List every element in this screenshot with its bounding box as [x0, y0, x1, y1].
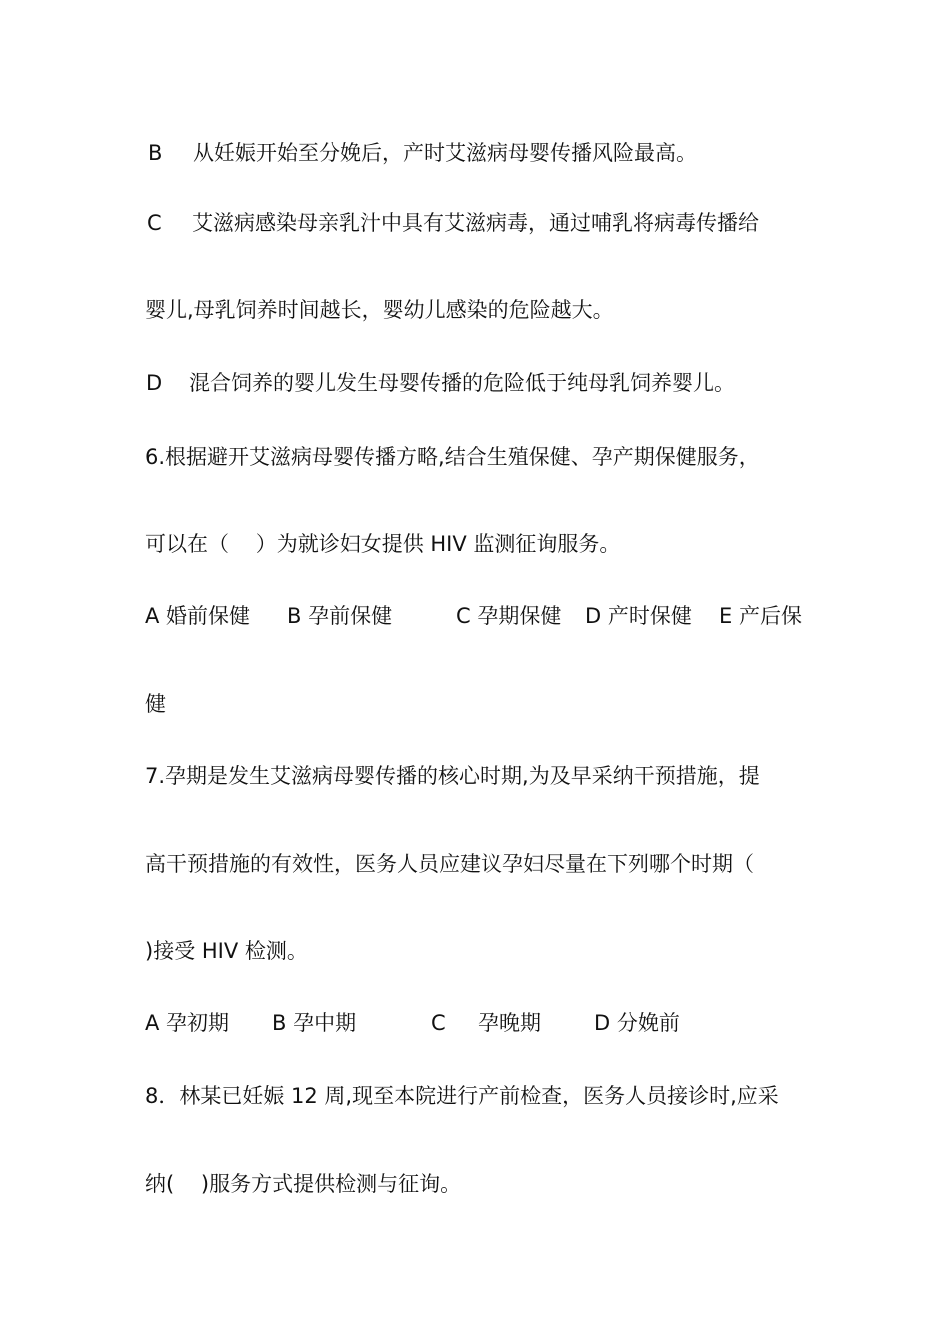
question-7-line-2: 高干预措施的有效性，医务人员应建议孕妇尽量在下列哪个时期（ — [145, 852, 754, 876]
question-8-line-2: 纳( )服务方式提供检测与征询。 — [145, 1172, 462, 1196]
option-text: 混合饲养的婴儿发生母婴传播的危险低于纯母乳饲养婴儿。 — [189, 371, 735, 395]
choice-b: B 孕前保健 — [287, 604, 393, 628]
choice-c: C — [431, 1011, 446, 1035]
choice-a: A 婚前保健 — [145, 604, 251, 628]
option-text: 艾滋病感染母亲乳汁中具有艾滋病毒，通过哺乳将病毒传播给 — [192, 211, 759, 235]
option-letter: C — [147, 211, 162, 235]
question-7-line-3: )接受 HIV 检测。 — [145, 939, 308, 963]
choice-c: C 孕期保健 — [456, 604, 562, 628]
choice-d: D 产时保健 — [585, 604, 692, 628]
option-letter: B — [148, 141, 163, 165]
question-8-line-1: 8．林某已妊娠 12 周,现至本院进行产前检查，医务人员接诊时,应采 — [145, 1084, 779, 1108]
choice-a: A 孕初期 — [145, 1011, 230, 1035]
choice-d: D 分娩前 — [594, 1011, 680, 1035]
choice-b: B 孕中期 — [272, 1011, 357, 1035]
choice-c-text: 孕晚期 — [478, 1011, 541, 1035]
question-6-line-1: 6.根据避开艾滋病母婴传播方略,结合生殖保健、孕产期保健服务， — [145, 445, 760, 469]
question-6-choices-wrap: 健 — [145, 692, 166, 716]
choice-e: E 产后保 — [719, 604, 802, 628]
question-6-line-2: 可以在（ ）为就诊妇女提供 HIV 监测征询服务。 — [145, 532, 621, 556]
text-line: 婴儿,母乳饲养时间越长，婴幼儿感染的危险越大。 — [145, 298, 614, 322]
question-7-line-1: 7.孕期是发生艾滋病母婴传播的核心时期,为及早采纳干预措施，提 — [145, 764, 760, 788]
option-letter: D — [146, 371, 163, 395]
option-text: 从妊娠开始至分娩后，产时艾滋病母婴传播风险最高。 — [193, 141, 697, 165]
